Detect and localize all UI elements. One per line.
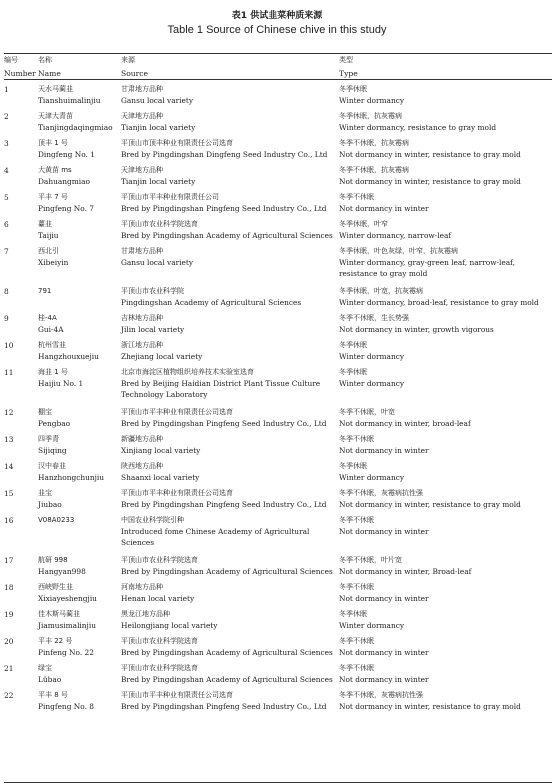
cell-type-en: Not dormancy in winter (339, 446, 429, 455)
cell-source (121, 84, 336, 106)
cell-name (38, 84, 120, 106)
cell-type-cn: 冬季不休眠，抗灰霉病 (339, 139, 409, 147)
cell-name-cn: 平丰 7 号 (38, 193, 68, 201)
cell-type (339, 340, 552, 362)
cell-name (38, 663, 120, 685)
header-number-cn: 编号 (4, 56, 18, 64)
cell-source (121, 219, 336, 241)
cell-source-cn: 平顶山市农业科学院选育 (121, 637, 198, 645)
cell-name (38, 488, 120, 510)
cell-number (4, 407, 36, 418)
cell-type (339, 555, 552, 577)
cell-source-en: Bred by Beijing Haidian District Plant Tissue Culture Technology Laboratory (121, 379, 321, 399)
cell-number (4, 165, 36, 176)
cell-type-en: Winter dormancy (339, 473, 405, 482)
cell-type-cn: 冬季不休眠，叶片宽 (339, 556, 402, 564)
cell-number (4, 313, 36, 324)
cell-number (4, 555, 36, 566)
cell-name-en: Pinfeng No. 22 (38, 648, 94, 657)
cell-source-en: Tianjin local variety (121, 177, 196, 186)
header-number (4, 54, 36, 80)
cell-name-en: Haijiu No. 1 (38, 379, 84, 388)
cell-source-en: Jilin local variety (121, 325, 185, 334)
cell-name-en: Taijiu (38, 231, 59, 240)
cell-type-en: Not dormancy in winter, growth vigorous (339, 325, 494, 334)
cell-source-cn: 平顶山市农业科学院选育 (121, 664, 198, 672)
cell-type-cn: 冬季休眠 (339, 341, 367, 349)
cell-type (339, 165, 552, 187)
cell-source (121, 636, 336, 658)
header-source-cn: 来源 (121, 56, 135, 64)
cell-source (121, 407, 336, 429)
cell-type-en: Not dormancy in winter, resistance to gray mold (339, 177, 521, 186)
cell-number-value: 1 (4, 85, 9, 94)
cell-name-cn: 大黄苗 ms (38, 166, 72, 174)
cell-source-cn: 平顶山市顶丰种业有限责任公司选育 (121, 139, 233, 147)
cell-type (339, 663, 552, 685)
table-caption-en: Table 1 Source of Chinese chive in this study (167, 24, 387, 36)
cell-source-cn: 平顶山市农业科学院 (121, 287, 184, 295)
cell-number (4, 192, 36, 203)
cell-name (38, 690, 120, 712)
cell-name-en: Tianshuimalinjiu (38, 96, 101, 105)
cell-source (121, 313, 336, 335)
cell-source-en: Bred by Pingdingshan Pingfeng Seed Industry Co., Ltd (121, 702, 327, 711)
cell-source (121, 663, 336, 685)
cell-type-cn: 冬季不休眠，叶宽 (339, 408, 395, 416)
cell-type-en: Not dormancy in winter, Broad-leaf (339, 567, 472, 576)
cell-source (121, 515, 336, 548)
cell-number (4, 246, 36, 257)
cell-number (4, 663, 36, 674)
cell-name (38, 138, 120, 160)
cell-type-en: Winter dormancy (339, 379, 405, 388)
cell-type-en: Not dormancy in winter, broad-leaf (339, 419, 471, 428)
cell-source (121, 138, 336, 160)
cell-source (121, 286, 336, 308)
cell-type (339, 286, 552, 308)
cell-number (4, 111, 36, 122)
cell-number (4, 461, 36, 472)
cell-type-cn: 冬季不休眠 (339, 637, 374, 645)
cell-type-cn: 冬季不休眠 (339, 516, 374, 524)
cell-type-cn: 冬季休眠，叶色灰绿，叶窄，抗灰霉病 (339, 247, 458, 255)
cell-source-cn: 天津地方品种 (121, 112, 163, 120)
cell-type (339, 84, 552, 106)
cell-name (38, 340, 120, 362)
cell-source (121, 582, 336, 604)
cell-type (339, 407, 552, 429)
cell-type (339, 690, 552, 712)
cell-source-cn: 北京市海淀区植物组织培养技术实验室选育 (121, 368, 254, 376)
cell-number (4, 84, 36, 95)
cell-name-en: Pengbao (38, 419, 71, 428)
cell-name-cn: 791 (38, 287, 52, 295)
cell-type (339, 434, 552, 456)
cell-name (38, 582, 120, 604)
cell-source-en: Xinjiang local variety (121, 446, 201, 455)
cell-number-value: 8 (4, 287, 9, 296)
cell-source-cn: 甘肃地方品种 (121, 247, 163, 255)
cell-number (4, 690, 36, 701)
cell-type-cn: 冬季休眠 (339, 85, 367, 93)
cell-name-en: Pingfeng No. 8 (38, 702, 94, 711)
cell-name-cn: 棚宝 (38, 408, 52, 416)
cell-source-cn: 平顶山市平丰种业有限责任公司选育 (121, 489, 233, 497)
cell-source-en: Henan local variety (121, 594, 195, 603)
cell-name-cn: 西峡野生韭 (38, 583, 73, 591)
cell-type-en: Winter dormancy, gray-green leaf, narrow-leaf, resistance to gray mold (339, 258, 515, 278)
cell-name-cn: 佳木斯马蔺韭 (38, 610, 80, 618)
cell-source (121, 111, 336, 133)
cell-number-value: 22 (4, 691, 14, 700)
cell-source (121, 340, 336, 362)
cell-number-value: 20 (4, 637, 14, 646)
cell-number-value: 10 (4, 341, 14, 350)
cell-type-en: Winter dormancy, resistance to gray mold (339, 123, 497, 132)
cell-name-cn: 杭州雪韭 (38, 341, 66, 349)
cell-source-en: Tianjin local variety (121, 123, 196, 132)
cell-name-cn: 桂-4A (38, 314, 57, 322)
cell-name-en: Xibeiyin (38, 258, 69, 267)
cell-source (121, 165, 336, 187)
cell-name-cn: 西北引 (38, 247, 59, 255)
cell-source-en: Gansu local variety (121, 258, 194, 267)
cell-name (38, 313, 120, 335)
cell-name (38, 434, 120, 456)
cell-number (4, 488, 36, 499)
cell-source (121, 690, 336, 712)
cell-name-en: Jiamusimalinjiu (38, 621, 96, 630)
cell-source-cn: 新疆地方品种 (121, 435, 163, 443)
cell-source-cn: 中国农业科学院引种 (121, 516, 184, 524)
cell-number (4, 286, 36, 297)
cell-number-value: 15 (4, 489, 14, 498)
table-caption-cn: 表1 供试韭菜种质来源 (231, 11, 323, 21)
header-name-en: Name (38, 69, 61, 78)
cell-type-en: Not dormancy in winter, resistance to gray mold (339, 150, 521, 159)
cell-number-value: 19 (4, 610, 14, 619)
cell-type-cn: 冬季休眠，叶窄 (339, 220, 388, 228)
header-number-en: Number (4, 69, 36, 78)
cell-number-value: 3 (4, 139, 9, 148)
cell-source-en: Pingdingshan Academy of Agricultural Sciences (121, 298, 302, 307)
cell-number-value: 11 (4, 368, 14, 377)
cell-number-value: 5 (4, 193, 9, 202)
table-bottom-rule (4, 782, 552, 783)
header-source (121, 54, 336, 80)
cell-source (121, 609, 336, 631)
cell-source-en: Bred by Pingdingshan Academy of Agricultural Sciences (121, 675, 333, 684)
cell-type (339, 461, 552, 483)
cell-number (4, 515, 36, 526)
cell-type-cn: 冬季不休眠，生长势强 (339, 314, 409, 322)
cell-type-cn: 冬季不休眠，灰霉病抗性强 (339, 489, 423, 497)
cell-name (38, 636, 120, 658)
cell-number-value: 14 (4, 462, 14, 471)
cell-type-cn: 冬季休眠 (339, 610, 367, 618)
cell-source-en: Bred by Pingdingshan Pingfeng Seed Industry Co., Ltd (121, 204, 327, 213)
cell-source (121, 488, 336, 510)
cell-type-cn: 冬季休眠，叶宽，抗灰霉病 (339, 287, 423, 295)
cell-name-cn: 韭宝 (38, 489, 52, 497)
cell-type-cn: 冬季休眠 (339, 368, 367, 376)
cell-number (4, 609, 36, 620)
cell-source-en: Zhejiang local variety (121, 352, 203, 361)
cell-type (339, 219, 552, 241)
cell-name-en: Tianjingdaqingmiao (38, 123, 113, 132)
cell-number (4, 340, 36, 351)
cell-type-en: Winter dormancy (339, 96, 405, 105)
cell-number (4, 434, 36, 445)
cell-source-cn: 平顶山市农业科学院选育 (121, 220, 198, 228)
cell-source (121, 192, 336, 214)
header-name (38, 54, 120, 80)
cell-source-cn: 黑龙江地方品种 (121, 610, 170, 618)
cell-number-value: 16 (4, 516, 14, 525)
cell-name-en: Jiubao (38, 500, 62, 509)
cell-name (38, 246, 120, 268)
cell-number (4, 219, 36, 230)
cell-type (339, 515, 552, 537)
cell-number-value: 9 (4, 314, 9, 323)
cell-source-cn: 平顶山市平丰种业有限责任公司选育 (121, 408, 233, 416)
cell-source-cn: 河南地方品种 (121, 583, 163, 591)
cell-name-cn: 薹韭 (38, 220, 52, 228)
cell-name (38, 219, 120, 241)
cell-name (38, 555, 120, 577)
cell-type (339, 609, 552, 631)
cell-source-en: Bred by Pingdingshan Pingfeng Seed Industry Co., Ltd (121, 500, 327, 509)
cell-name (38, 515, 120, 526)
cell-type-cn: 冬季不休眠 (339, 664, 374, 672)
cell-source-en: Bred by Pingdingshan Academy of Agricultural Sciences (121, 648, 333, 657)
cell-type-cn: 冬季不休眠 (339, 435, 374, 443)
cell-name (38, 407, 120, 429)
cell-name-en: Hangzhouxuejiu (38, 352, 99, 361)
cell-source (121, 461, 336, 483)
cell-number-value: 13 (4, 435, 14, 444)
cell-name-en: Lübao (38, 675, 62, 684)
cell-name-cn: 四季青 (38, 435, 59, 443)
cell-type-en: Not dormancy in winter (339, 648, 429, 657)
cell-name-cn: 顶丰 1 号 (38, 139, 68, 147)
header-type-cn: 类型 (339, 56, 353, 64)
cell-source-cn: 陕西地方品种 (121, 462, 163, 470)
cell-type-cn: 冬季不休眠 (339, 583, 374, 591)
cell-number-value: 4 (4, 166, 9, 175)
cell-type (339, 313, 552, 335)
cell-name (38, 111, 120, 133)
cell-name-cn: 绿宝 (38, 664, 52, 672)
cell-source (121, 246, 336, 268)
cell-name-en: Dingfeng No. 1 (38, 150, 95, 159)
cell-name (38, 165, 120, 187)
cell-number-value: 6 (4, 220, 9, 229)
cell-type-cn: 冬季不休眠 (339, 193, 374, 201)
header-type (339, 54, 552, 80)
cell-type-cn: 冬季不休眠，抗灰霉病 (339, 166, 409, 174)
cell-type-en: Winter dormancy, narrow-leaf (339, 231, 452, 240)
cell-type-en: Not dormancy in winter (339, 594, 429, 603)
cell-name-cn: 天津大青苗 (38, 112, 73, 120)
cell-number-value: 7 (4, 247, 9, 256)
cell-name-en: Dahuangmiao (38, 177, 90, 186)
cell-name-cn: 海韭 1 号 (38, 368, 68, 376)
cell-type-en: Not dormancy in winter, resistance to gray mold (339, 500, 521, 509)
cell-number-value: 21 (4, 664, 14, 673)
cell-name-cn: 汉中春韭 (38, 462, 66, 470)
cell-name (38, 609, 120, 631)
cell-source-cn: 吉林地方品种 (121, 314, 163, 322)
cell-name-en: Sijiqing (38, 446, 67, 455)
cell-number-value: 17 (4, 556, 14, 565)
cell-number-value: 18 (4, 583, 14, 592)
cell-name-en: Hangyan998 (38, 567, 86, 576)
cell-number-value: 2 (4, 112, 9, 121)
cell-type-cn: 冬季休眠 (339, 462, 367, 470)
cell-type-en: Not dormancy in winter (339, 527, 429, 536)
cell-type-cn: 冬季不休眠，灰霉病抗性强 (339, 691, 423, 699)
cell-name-cn: 航研 998 (38, 556, 68, 564)
cell-source-cn: 平顶山市平丰种业有限责任公司 (121, 193, 219, 201)
cell-name-en: Xixiayeshengjiu (38, 594, 97, 603)
cell-type-en: Winter dormancy (339, 352, 405, 361)
cell-type (339, 367, 552, 389)
cell-number (4, 582, 36, 593)
cell-number (4, 367, 36, 378)
cell-source-cn: 浙江地方品种 (121, 341, 163, 349)
cell-source-en: Gansu local variety (121, 96, 194, 105)
cell-name-cn: 平丰 22 号 (38, 637, 73, 645)
cell-source-en: Bred by Pingdingshan Academy of Agricultural Sciences (121, 231, 333, 240)
cell-type-en: Not dormancy in winter (339, 675, 429, 684)
cell-source-cn: 平顶山市平丰种业有限责任公司选育 (121, 691, 233, 699)
cell-type (339, 111, 552, 133)
cell-type (339, 636, 552, 658)
cell-name-en: Hanzhongchunjiu (38, 473, 105, 482)
cell-type-en: Not dormancy in winter (339, 204, 429, 213)
cell-name-en: Pingfeng No. 7 (38, 204, 94, 213)
cell-source (121, 367, 336, 400)
cell-name-cn: 天水马蔺韭 (38, 85, 73, 93)
header-name-cn: 名称 (38, 56, 52, 64)
cell-type-cn: 冬季休眠，抗灰霉病 (339, 112, 402, 120)
header-type-en: Type (339, 69, 358, 78)
cell-number (4, 138, 36, 149)
cell-source-en: Bred by Pingdingshan Pingfeng Seed Industry Co., Ltd (121, 419, 327, 428)
cell-type-en: Winter dormancy, broad-leaf, resistance to gray mold (339, 298, 539, 307)
cell-source-en: Bred by Pingdingshan Dingfeng Seed Industry Co., Ltd (121, 150, 328, 159)
cell-source (121, 555, 336, 577)
cell-type (339, 246, 552, 279)
cell-source-en: Introduced fome Chinese Academy of Agricultural Sciences (121, 527, 310, 547)
cell-name-cn: 平丰 8 号 (38, 691, 68, 699)
cell-source-en: Shaanxi local variety (121, 473, 200, 482)
cell-type (339, 488, 552, 510)
cell-source (121, 434, 336, 456)
cell-number (4, 636, 36, 647)
cell-type (339, 192, 552, 214)
header-source-en: Source (121, 69, 149, 78)
cell-type (339, 582, 552, 604)
cell-type (339, 138, 552, 160)
cell-name-cn: V08A0233 (38, 516, 75, 524)
cell-type-en: Winter dormancy (339, 621, 405, 630)
cell-name (38, 461, 120, 483)
cell-name (38, 367, 120, 389)
cell-source-cn: 甘肃地方品种 (121, 85, 163, 93)
cell-name (38, 286, 120, 297)
cell-source-cn: 平顶山市农业科学院选育 (121, 556, 198, 564)
cell-type-en: Not dormancy in winter, resistance to gray mold (339, 702, 521, 711)
cell-name (38, 192, 120, 214)
cell-source-en: Bred by Pingdingshan Academy of Agricultural Sciences (121, 567, 333, 576)
cell-source-en: Heilongjiang local variety (121, 621, 218, 630)
cell-source-cn: 天津地方品种 (121, 166, 163, 174)
cell-number-value: 12 (4, 408, 14, 417)
cell-name-en: Gui-4A (38, 325, 64, 334)
